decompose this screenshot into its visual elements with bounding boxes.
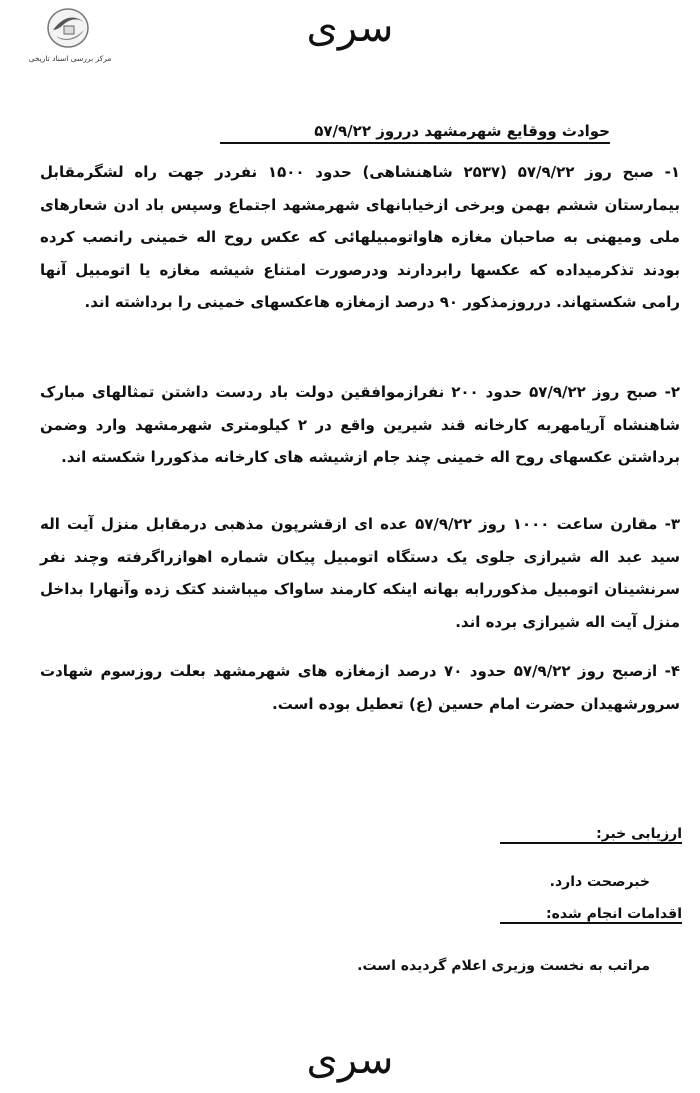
classification-footer: سری <box>306 1037 394 1083</box>
archive-logo-caption: مرکز بررسی اسناد تاریخی <box>28 54 112 63</box>
assessment-label: ارزیابی خبر: <box>500 826 682 844</box>
document-title: حوادث ووقایع شهرمشهد درروز ۵۷/۹/۲۲ <box>220 122 610 144</box>
notice-text: مراتب به نخست وزیری اعلام گردیده است. <box>357 958 650 974</box>
paragraph-1: ۱- صبح روز ۵۷/۹/۲۲ (۲۵۳۷ شاهنشاهی) حدود ۱۵۰۰ نفردر جهت راه لشگرمقابل بیمارستان ششم بهمن وبرخی ازخیابانهای شهرمشهد اجتماع وسپس باد ادن شعارهای ملی ومیهنی به صاحبان مغازه هاواتومبیلهائی که عکس روح اله خمینی رانصب کرده بودند تذکرمیداده که عکسها رابردارند ودرصورت امتناع شیشه مغازه یا اتومبیل آنها رامی شکستهاند. درروزمذکور ۹۰ درصد ازمغازه هاعکسهای خمینی را برداشته اند. <box>40 163 681 311</box>
paragraph-2: ۲- صبح روز ۵۷/۹/۲۲ حدود ۲۰۰ نفرازموافقین دولت باد ردست داشتن تمثالهای مبارک شاهنشاه آریامهربه کارخانه قند شیرین واقع در ۲ کیلومتری شهرمشهد وارد وضمن برداشتن عکسهای روح اله خمینی چند جام ازشیشه های کارخانه مذکوررا شکسته اند. <box>40 383 681 466</box>
paragraph-4: ۴- ازصبح روز ۵۷/۹/۲۲ حدود ۷۰ درصد ازمغازه های شهرمشهد بعلت روزسوم شهادت سرورشهیدان حضرت امام حسین (ع) تعطیل بوده است. <box>40 662 680 713</box>
actions-label: اقدامات انجام شده: <box>500 906 682 924</box>
classification-header: سری <box>306 5 394 51</box>
assessment-value: خبرصحت دارد. <box>549 874 650 890</box>
paragraph-3: ۳- مقارن ساعت ۱۰۰۰ روز ۵۷/۹/۲۲ عده ای ازقشرپون مذهبی درمقابل منزل آیت اله سید عبد اله شیرازی جلوی یک دستگاه اتومبیل پیکان شماره اهوازراگرفته وچند نفر سرنشینان اتومبیل مذکوررابه بهانه اینکه کارمند ساواک میباشند کتک زده وآنهارا بداخل منزل آیت اله شیرازی برده اند. <box>40 515 680 631</box>
